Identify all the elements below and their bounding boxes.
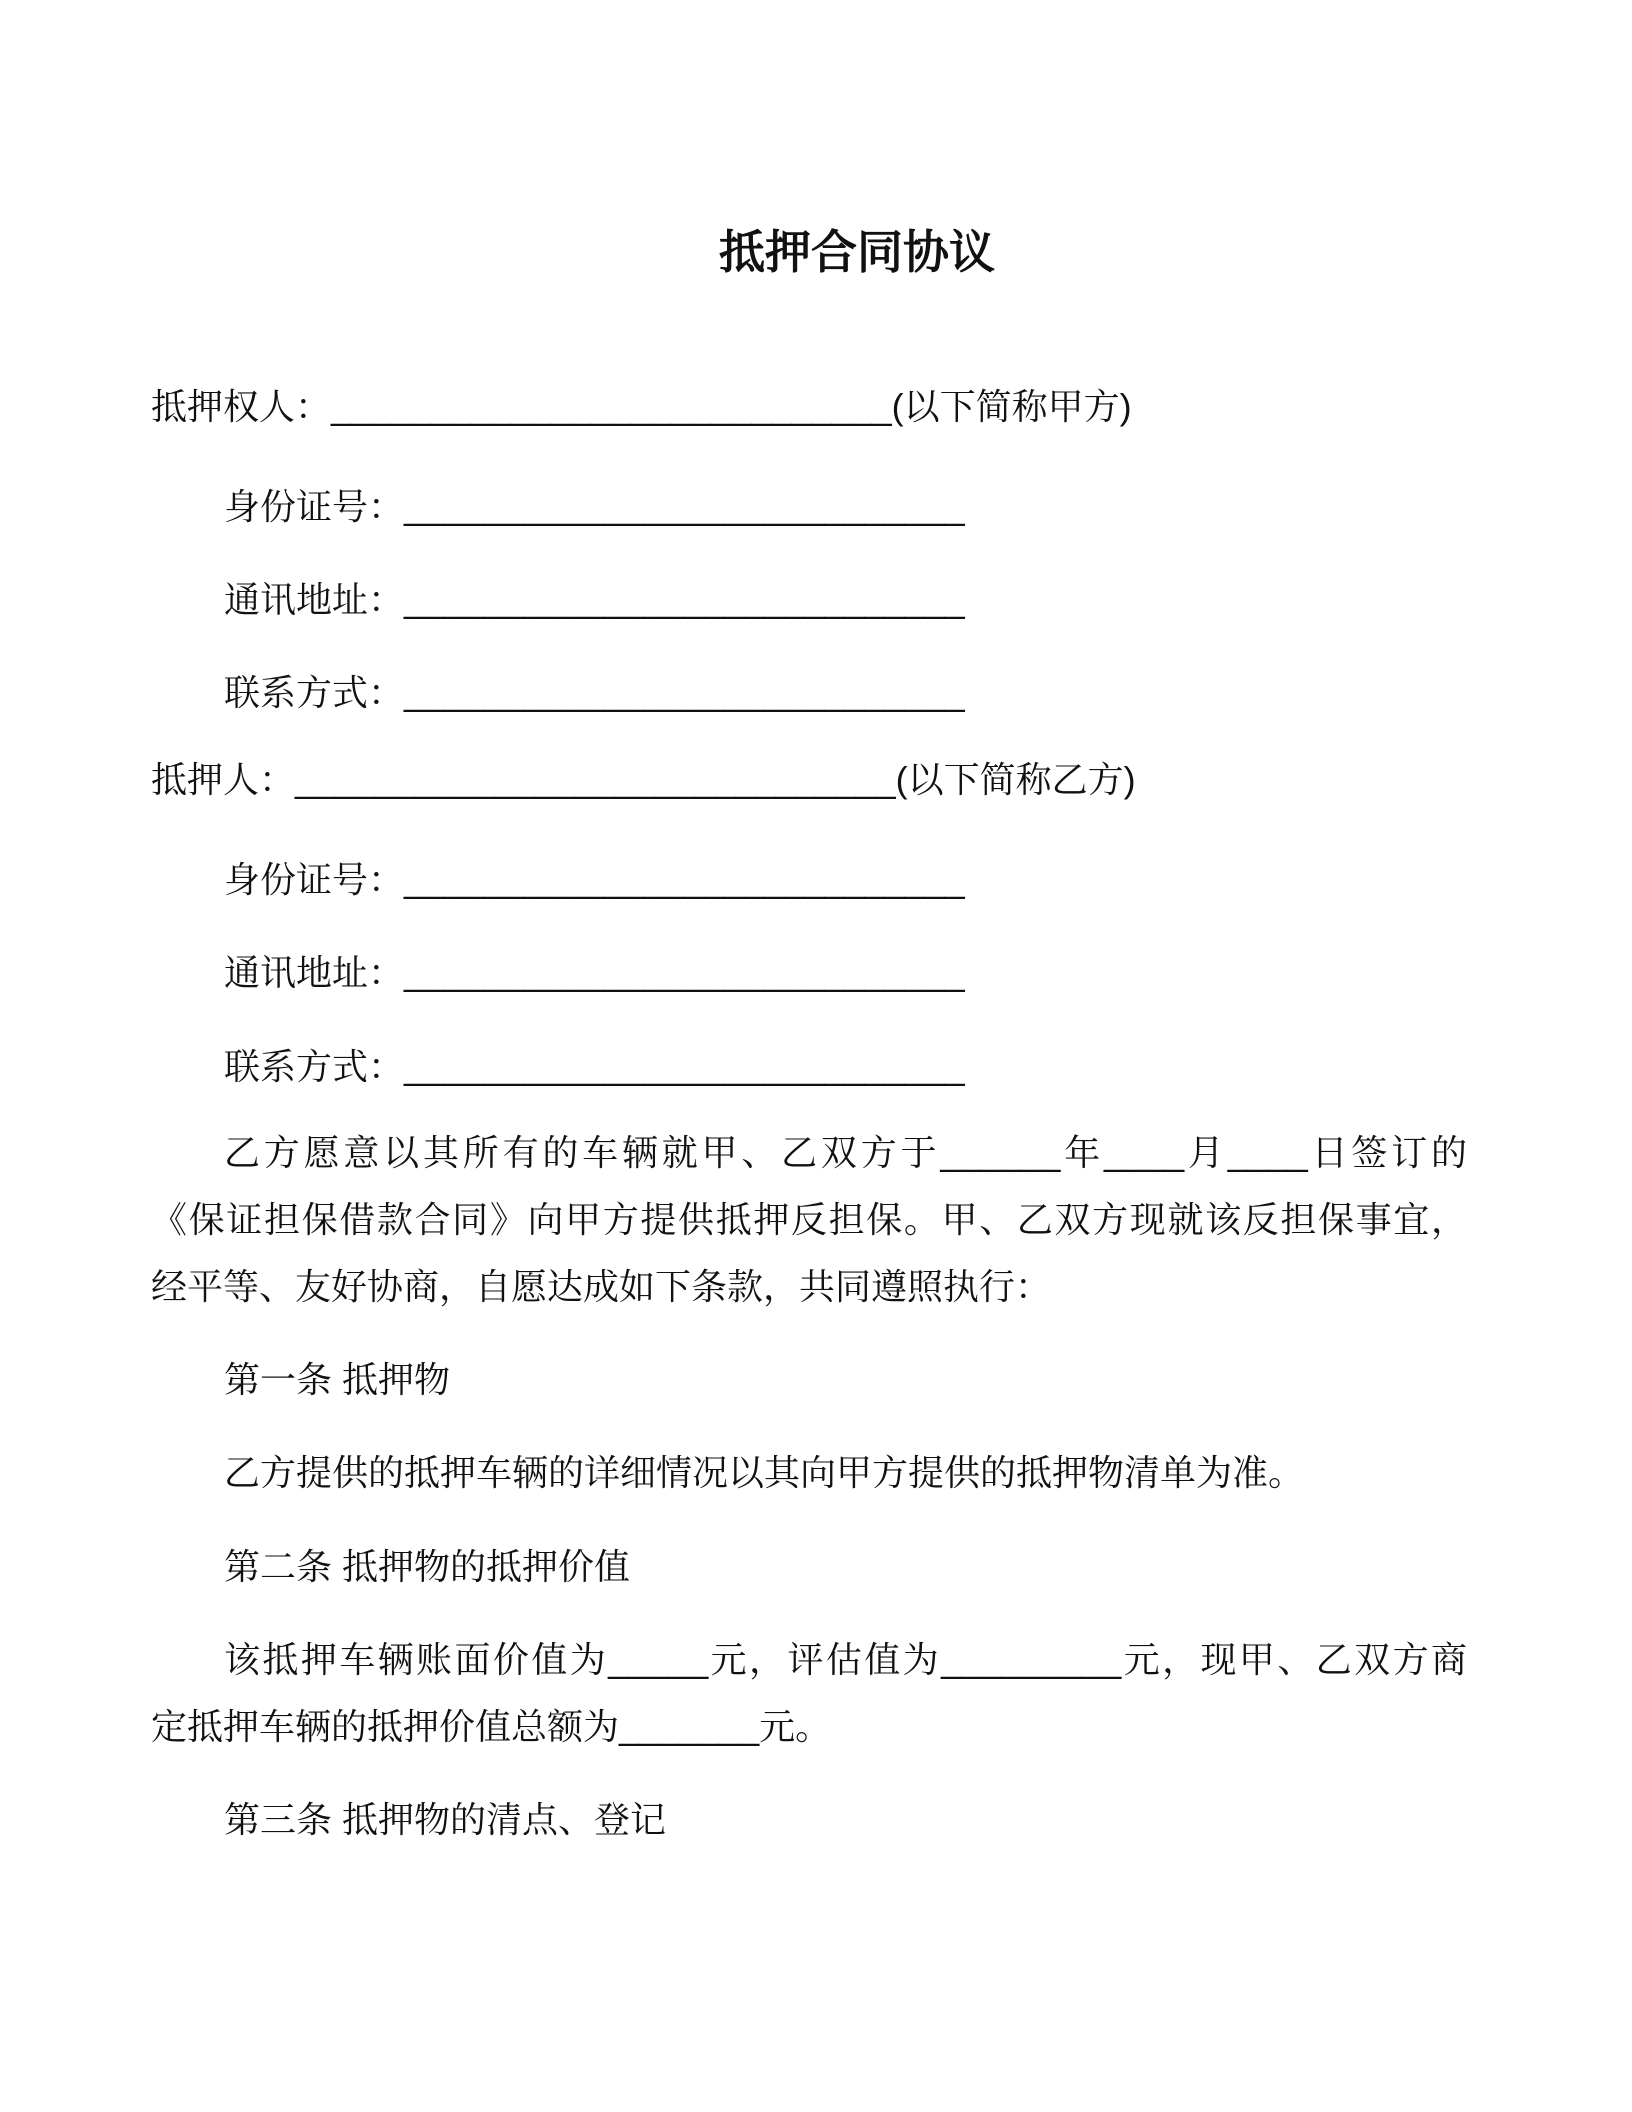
intro-line-2: 《保证担保借款合同》向甲方提供抵押反担保。甲、乙双方现就该反担保事宜， [151, 1199, 1467, 1240]
intro-line-3: 经平等、友好协商，自愿达成如下条款，共同遵照执行： [151, 1266, 1052, 1307]
article-1-body: 乙方提供的抵押车辆的详细情况以其向甲方提供的抵押物清单为准。 [224, 1452, 1305, 1493]
field-label: 联系方式： [224, 672, 405, 713]
article-2-heading: 第二条 抵押物的抵押价值 [224, 1546, 631, 1587]
article-3-heading: 第三条 抵押物的清点、登记 [224, 1799, 667, 1840]
article-1-heading: 第一条 抵押物 [224, 1359, 451, 1400]
article-2-line-2: 定抵押车辆的抵押价值总额为_______元。 [151, 1706, 832, 1747]
article-2-line-1: 该抵押车辆账面价值为_____元，评估值为_________元，现甲、乙双方商 [224, 1639, 1467, 1680]
document-title: 抵押合同协议 [719, 225, 995, 279]
field-label: 通讯地址： [224, 952, 405, 993]
field-label: 身份证号： [224, 859, 405, 900]
field-blank: ____________________________ [404, 486, 965, 527]
intro-line-1: 乙方愿意以其所有的车辆就甲、乙双方于______年____月____日签订的 [224, 1132, 1467, 1173]
mortgagee-blank: ____________________________ [331, 386, 892, 427]
field-blank: ____________________________ [404, 579, 965, 620]
field-label: 联系方式： [224, 1046, 405, 1087]
mortgagor-contact-field [224, 1045, 965, 1089]
mortgagee-suffix: (以下简称甲方) [891, 386, 1132, 427]
field-blank: ____________________________ [404, 672, 965, 713]
mortgagor-address-field [224, 951, 965, 995]
mortgagor-line [151, 758, 1136, 802]
mortgagee-line [151, 385, 1132, 429]
mortgagor-suffix: (以下简称乙方) [895, 759, 1136, 800]
mortgagee-address-field [224, 578, 965, 622]
mortgagee-contact-field [224, 671, 965, 715]
mortgagor-id-field [224, 858, 965, 902]
mortgagee-label: 抵押权人： [151, 386, 332, 427]
mortgagee-id-field [224, 485, 965, 529]
field-label: 身份证号： [224, 486, 405, 527]
field-blank: ____________________________ [404, 859, 965, 900]
field-blank: ____________________________ [404, 1046, 965, 1087]
mortgagor-blank: ______________________________ [295, 759, 896, 800]
field-label: 通讯地址： [224, 579, 405, 620]
field-blank: ____________________________ [404, 952, 965, 993]
mortgagor-label: 抵押人： [151, 759, 296, 800]
